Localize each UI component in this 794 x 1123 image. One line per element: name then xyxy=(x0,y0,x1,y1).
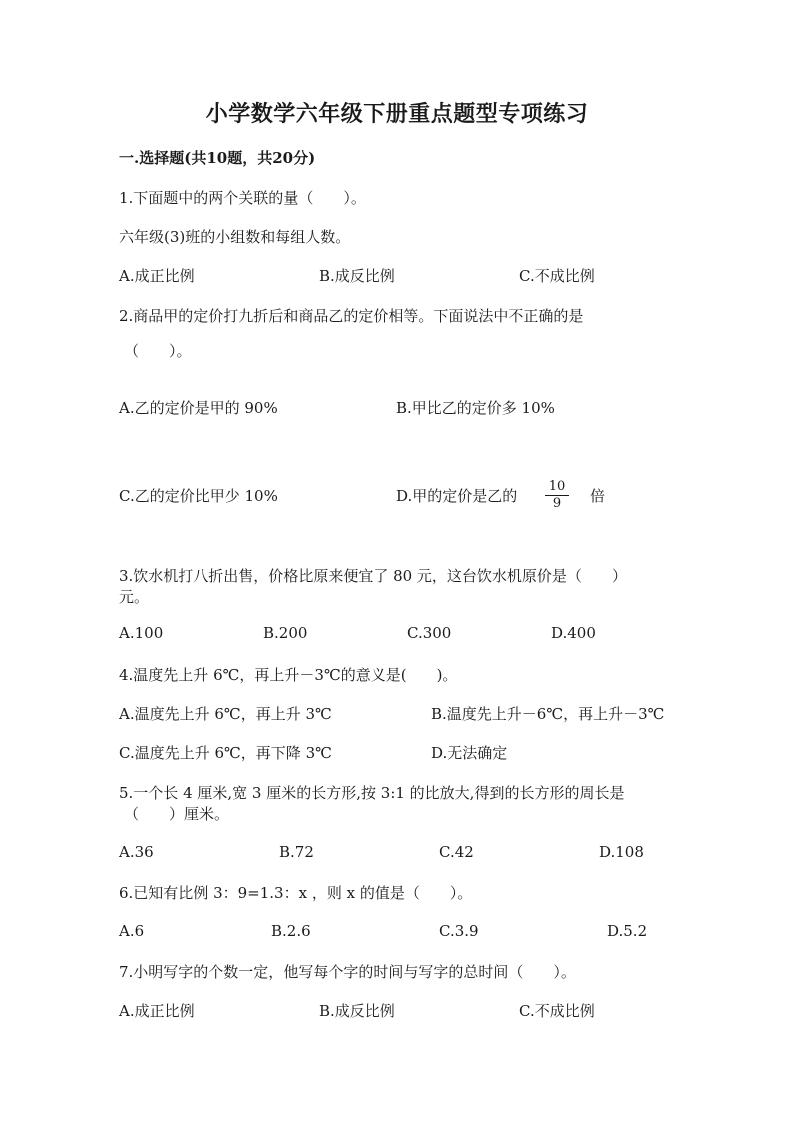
q1-option-b: B.成反比例 xyxy=(319,267,395,285)
q3-option-d: D.400 xyxy=(551,624,596,642)
question-3-stem-cont: 元。 xyxy=(119,588,150,606)
q4-option-b: B.温度先上升－6℃，再上升－3℃ xyxy=(431,705,665,723)
q3-option-c: C.300 xyxy=(407,624,452,642)
q1-option-a: A.成正比例 xyxy=(119,267,195,285)
page-title: 小学数学六年级下册重点题型专项练习 xyxy=(205,101,589,127)
question-5-stem: 5.一个长 4 厘米,宽 3 厘米的长方形,按 3:1 的比放大,得到的长方形的周长是 xyxy=(119,784,625,802)
q3-option-a: A.100 xyxy=(119,624,164,642)
q2-option-d-suffix: 倍 xyxy=(590,487,606,505)
q1-option-c: C.不成比例 xyxy=(519,267,595,285)
question-2-stem: 2.商品甲的定价打九折后和商品乙的定价相等。下面说法中不正确的是 xyxy=(119,307,584,325)
q4-option-c: C.温度先上升 6℃，再下降 3℃ xyxy=(119,744,332,762)
fraction-denominator: 9 xyxy=(552,496,562,511)
q3-option-b: B.200 xyxy=(263,624,308,642)
q5-option-c: C.42 xyxy=(439,843,474,861)
q2-option-a: A.乙的定价是甲的 90% xyxy=(119,399,278,417)
fraction-ten-ninths xyxy=(545,480,569,511)
question-4-stem: 4.温度先上升 6℃，再上升－3℃的意义是( )。 xyxy=(119,666,458,684)
q6-option-a: A.6 xyxy=(119,922,145,940)
question-2-stem-cont: （ ）。 xyxy=(124,342,192,360)
q5-option-a: A.36 xyxy=(119,843,154,861)
q2-option-b: B.甲比乙的定价多 10% xyxy=(396,399,555,417)
q5-option-b: B.72 xyxy=(279,843,314,861)
question-5-stem-cont: （ ）厘米。 xyxy=(124,805,230,823)
q5-option-d: D.108 xyxy=(599,843,644,861)
q6-option-b: B.2.6 xyxy=(271,922,311,940)
question-3-stem: 3.饮水机打八折出售，价格比原来便宜了 80 元，这台饮水机原价是（ ） xyxy=(119,567,627,585)
q6-option-d: D.5.2 xyxy=(607,922,648,940)
fraction-numerator: 10 xyxy=(548,479,566,494)
q2-option-d: D.甲的定价是乙的 xyxy=(396,487,518,505)
section-heading: 一.选择题(共10题，共20分) xyxy=(119,149,316,167)
q2-option-c: C.乙的定价比甲少 10% xyxy=(119,487,278,505)
question-7-stem: 7.小明写字的个数一定，他写每个字的时间与写字的总时间（ ）。 xyxy=(119,963,576,981)
question-6-stem: 6.已知有比例 3：9=1.3：x ，则 x 的值是（ ）。 xyxy=(119,884,473,902)
q4-option-a: A.温度先上升 6℃，再上升 3℃ xyxy=(119,705,332,723)
q7-option-b: B.成反比例 xyxy=(319,1002,395,1020)
q7-option-a: A.成正比例 xyxy=(119,1002,195,1020)
question-1-stem: 1.下面题中的两个关联的量（ ）。 xyxy=(119,189,366,207)
question-1-sub: 六年级(3)班的小组数和每组人数。 xyxy=(119,228,351,246)
q7-option-c: C.不成比例 xyxy=(519,1002,595,1020)
q6-option-c: C.3.9 xyxy=(439,922,479,940)
q4-option-d: D.无法确定 xyxy=(431,744,508,762)
